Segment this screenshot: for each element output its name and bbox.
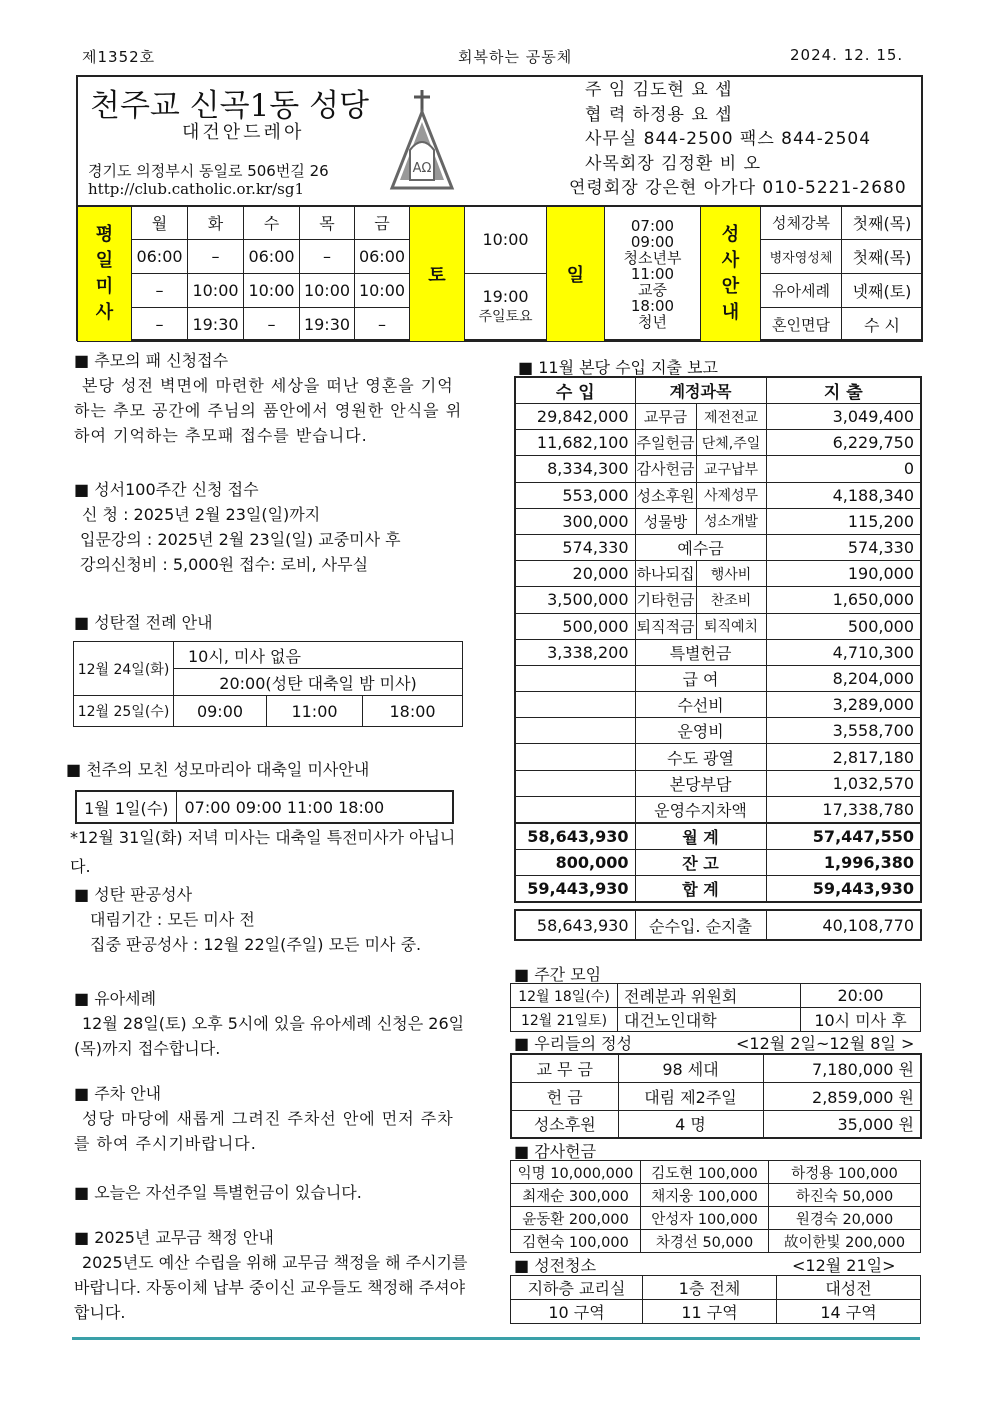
- saturday-time-1: 10:00: [465, 206, 547, 273]
- dues-title: ■ 2025년 교무금 책정 안내: [74, 1228, 274, 1247]
- finance-header-expense: 지 출: [766, 377, 921, 404]
- net-table: [514, 909, 922, 941]
- finance-income: 20,000: [515, 561, 635, 587]
- finance-row: [515, 639, 921, 665]
- mass-cell: 19:30: [188, 307, 244, 341]
- finance-income: [515, 692, 635, 718]
- finance-expense: 4,188,340: [766, 482, 921, 508]
- mass-cell: –: [188, 239, 244, 273]
- parish-name: 천주교 신곡1동 성당: [90, 88, 369, 124]
- thanks-donor: 하정용 100,000: [769, 1161, 921, 1184]
- sincerity-period: <12월 2일~12월 8일 >: [736, 1034, 915, 1053]
- mass-cell: –: [132, 307, 188, 341]
- motto: 회복하는 공동체: [458, 48, 573, 66]
- finance-expense: 500,000: [766, 613, 921, 639]
- sincerity-amount: 7,180,000 원: [763, 1054, 921, 1082]
- day-mon: 월: [132, 206, 188, 239]
- finance-income-account: 감사헌금: [635, 456, 696, 482]
- sacrament-name: 혼인면담: [761, 307, 842, 341]
- thanks-donor: 김현숙 100,000: [511, 1230, 641, 1253]
- finance-expense-account: 교구납부: [696, 456, 766, 482]
- finance-grand-total-income: 59,443,930: [515, 876, 635, 903]
- mary-day: 1월 1일(수): [76, 791, 176, 823]
- finance-month-total-label: 월 계: [635, 823, 766, 850]
- finance-row: [515, 430, 921, 456]
- staff-assistant: 협 력 하정용 요 셉: [585, 104, 733, 125]
- thanks-donor: 익명 10,000,000: [511, 1161, 641, 1184]
- issue-date: 2024. 12. 15.: [790, 46, 904, 64]
- finance-account: 급 여: [635, 665, 766, 691]
- mass-cell: –: [244, 307, 300, 341]
- footer-divider: [72, 1337, 920, 1340]
- finance-income: 300,000: [515, 508, 635, 534]
- finance-row: [515, 482, 921, 508]
- finance-row: [515, 770, 921, 796]
- thanks-row: [511, 1184, 921, 1207]
- finance-grand-total-expense: 59,443,930: [766, 876, 921, 903]
- thanks-row: [511, 1230, 921, 1253]
- finance-row: [515, 587, 921, 613]
- finance-income: [515, 744, 635, 770]
- svg-text:AΩ: AΩ: [412, 161, 432, 176]
- christmas-eve-date: 12월 24일(화): [74, 642, 174, 696]
- finance-account: 특별헌금: [635, 639, 766, 665]
- memorial-section: [74, 348, 470, 448]
- day-thu: 목: [300, 206, 355, 239]
- christmas-title: ■ 성탄절 전례 안내: [74, 613, 213, 632]
- staff-list: [569, 78, 907, 201]
- weekly-time: 20:00: [801, 984, 921, 1008]
- finance-title: ■ 11월 본당 수입 지출 보고: [518, 358, 719, 377]
- bible-section: [74, 477, 474, 577]
- finance-expense: 8,204,000: [766, 665, 921, 691]
- finance-expense: 1,650,000: [766, 587, 921, 613]
- finance-income-account: 성소후원: [635, 482, 696, 508]
- finance-income: 553,000: [515, 482, 635, 508]
- thanks-donor: 원경숙 20,000: [769, 1207, 921, 1230]
- mass-cell: 10:00: [188, 273, 244, 307]
- church-logo: [386, 88, 458, 192]
- finance-expense: 1,032,570: [766, 770, 921, 796]
- saturday-label: 토: [410, 206, 465, 341]
- finance-income: [515, 770, 635, 796]
- thanks-donor: 안성자 100,000: [641, 1207, 769, 1230]
- mass-cell: –: [355, 307, 410, 341]
- finance-expense: 3,049,400: [766, 404, 921, 430]
- weekly-event: 전례분과 위원회: [618, 984, 801, 1008]
- finance-account: 수도 광열: [635, 744, 766, 770]
- confession-title: ■ 성탄 판공성사: [74, 885, 193, 904]
- mass-cell: –: [300, 239, 355, 273]
- sincerity-type: 헌 금: [511, 1082, 618, 1110]
- christmas-table: [73, 641, 463, 727]
- staff-office: 사무실 844-2500 팩스 844-2504: [585, 129, 872, 149]
- finance-income-account: 기타헌금: [635, 587, 696, 613]
- mass-cell: 19:30: [300, 307, 355, 341]
- cleaning-table: [510, 1275, 921, 1324]
- finance-expense: 574,330: [766, 534, 921, 560]
- finance-account: 예수금: [635, 534, 766, 560]
- weekly-time: 10시 미사 후: [801, 1008, 921, 1032]
- mass-cell: 10:00: [355, 273, 410, 307]
- cleaning-date: <12월 21일>: [792, 1256, 896, 1275]
- bible-title: ■ 성서100주간 신청 접수: [74, 480, 259, 499]
- mass-cell: 06:00: [132, 239, 188, 273]
- cleaning-place: 1층 전체: [643, 1276, 777, 1300]
- finance-month-total: [515, 823, 921, 850]
- finance-row: [515, 692, 921, 718]
- finance-grand-total-label: 합 계: [635, 876, 766, 903]
- sacrament-name: 병자영성체: [761, 239, 842, 273]
- finance-expense: 6,229,750: [766, 430, 921, 456]
- finance-balance-expense: 1,996,380: [766, 849, 921, 876]
- net-income: 58,643,930: [515, 910, 635, 940]
- thanks-donor: 윤동환 200,000: [511, 1207, 641, 1230]
- finance-row: [515, 613, 921, 639]
- parish-patron: 대건안드레아: [182, 122, 305, 143]
- thanks-donor: 차경선 50,000: [641, 1230, 769, 1253]
- baptism-body: 12월 28일(토) 오후 5시에 있을 유아세례 신청은 26일(목)까지 접수합니다.: [74, 1014, 465, 1058]
- weekly-event: 대건노인대학: [618, 1008, 801, 1032]
- baptism-title: ■ 유아세례: [74, 989, 157, 1008]
- finance-row: [515, 718, 921, 744]
- mass-cell: 06:00: [355, 239, 410, 273]
- christmas-time: 18:00: [363, 696, 463, 727]
- finance-expense-account: 성소개발: [696, 508, 766, 534]
- finance-income: 500,000: [515, 613, 635, 639]
- thanks-title: ■ 감사헌금: [514, 1142, 597, 1161]
- sacrament-when: 첫째(목): [842, 206, 923, 239]
- mass-cell: –: [132, 273, 188, 307]
- staff-council: 사목회장 김정환 비 오: [585, 153, 762, 174]
- weekly-date: 12월 18일(수): [511, 984, 618, 1008]
- finance-income-account: 성물방: [635, 508, 696, 534]
- dues-body: 2025년도 예산 수립을 위해 교무금 책정을 해 주시기를 바랍니다. 자동이체 납부 중이신 교우들도 책정해 주셔야 합니다.: [74, 1253, 468, 1322]
- cleaning-title: ■ 성전청소: [514, 1256, 597, 1275]
- issue-number: 제1352호: [82, 48, 156, 66]
- finance-row: [515, 456, 921, 482]
- finance-account: 운영수지차액: [635, 796, 766, 822]
- day-wed: 수: [244, 206, 300, 239]
- mary-times: 07:00 09:00 11:00 18:00: [176, 791, 453, 823]
- finance-expense-account: 단체,주일: [696, 430, 766, 456]
- mary-note: *12월 31일(화) 저녁 미사는 대축일 특전미사가 아닙니다.: [70, 828, 456, 876]
- finance-month-total-income: 58,643,930: [515, 823, 635, 850]
- finance-header-income: 수 입: [515, 377, 635, 404]
- parish-url[interactable]: http://club.catholic.or.kr/sg1: [88, 180, 305, 198]
- finance-income: 29,842,000: [515, 404, 635, 430]
- thanks-donor: 김도현 100,000: [641, 1161, 769, 1184]
- staff-federation: 연령회장 강은현 아가다 010-5221-2680: [569, 178, 907, 198]
- sincerity-amount: 35,000 원: [763, 1110, 921, 1138]
- finance-expense-account: 행사비: [696, 561, 766, 587]
- sacrament-when: 첫째(목): [842, 239, 923, 273]
- saturday-time-2: 19:00 주일토요: [465, 273, 547, 341]
- sunday-times: 07:00 09:00 청소년부 11:00 교중 18:00 청년: [605, 206, 701, 341]
- parking-section: [74, 1081, 470, 1156]
- bible-fee: 강의신청비 : 5,000원 접수: 로비, 사무실: [80, 555, 369, 574]
- confession-line-1: 대림기간 : 모든 미사 전: [90, 910, 255, 929]
- christmas-time: 09:00: [174, 696, 267, 727]
- finance-expense-account: 퇴직예치: [696, 613, 766, 639]
- mass-schedule-table: [77, 205, 923, 342]
- finance-income: 3,500,000: [515, 587, 635, 613]
- finance-row: [515, 508, 921, 534]
- sincerity-type: 성소후원: [511, 1110, 618, 1138]
- sacrament-when: 수 시: [842, 307, 923, 341]
- finance-expense-account: 사제성무: [696, 482, 766, 508]
- finance-expense-account: 찬조비: [696, 587, 766, 613]
- finance-expense: 0: [766, 456, 921, 482]
- finance-account: 수선비: [635, 692, 766, 718]
- finance-row: [515, 404, 921, 430]
- parish-address: 경기도 의정부시 동일로 506번길 26: [88, 162, 329, 180]
- sacrament-label: 성 사 안 내: [701, 206, 761, 341]
- weekly-title: ■ 주간 모임: [514, 965, 602, 984]
- finance-expense-account: 제전전교: [696, 404, 766, 430]
- finance-expense: 4,710,300: [766, 639, 921, 665]
- sacrament-when: 넷째(토): [842, 273, 923, 307]
- finance-income: 11,682,100: [515, 430, 635, 456]
- confession-line-2: 집중 판공성사 : 12월 22일(주일) 모든 미사 중.: [90, 935, 422, 954]
- mass-cell: 10:00: [244, 273, 300, 307]
- sincerity-desc: 4 명: [618, 1110, 763, 1138]
- weekly-table: [510, 983, 921, 1032]
- finance-income: [515, 665, 635, 691]
- day-fri: 금: [355, 206, 410, 239]
- finance-grand-total: [515, 876, 921, 903]
- staff-pastor: 주 임 김도현 요 셉: [585, 80, 733, 100]
- sunday-label: 일: [547, 206, 605, 341]
- finance-income: [515, 796, 635, 822]
- baptism-section: [74, 986, 470, 1061]
- mass-cell: 10:00: [300, 273, 355, 307]
- finance-expense: 17,338,780: [766, 796, 921, 822]
- christmas-time: 11:00: [267, 696, 363, 727]
- sacrament-name: 유아세례: [761, 273, 842, 307]
- finance-expense: 115,200: [766, 508, 921, 534]
- finance-income: 574,330: [515, 534, 635, 560]
- finance-month-total-expense: 57,447,550: [766, 823, 921, 850]
- thanks-table: [510, 1160, 921, 1253]
- finance-row: [515, 796, 921, 822]
- finance-balance-label: 잔 고: [635, 849, 766, 876]
- memorial-title: ■ 추모의 패 신청접수: [74, 351, 229, 370]
- weekly-date: 12월 21일토): [511, 1008, 618, 1032]
- sincerity-title: ■ 우리들의 정성: [514, 1034, 633, 1053]
- finance-balance: [515, 849, 921, 876]
- finance-income-account: 주일헌금: [635, 430, 696, 456]
- finance-expense: 2,817,180: [766, 744, 921, 770]
- weekday-mass-label: 평 일 미 사: [78, 206, 132, 341]
- finance-expense: 3,558,700: [766, 718, 921, 744]
- mass-cell: 06:00: [244, 239, 300, 273]
- net-label: 순수입. 순지출: [635, 910, 766, 940]
- mary-table: [75, 790, 454, 824]
- finance-income-account: 교무금: [635, 404, 696, 430]
- cleaning-place: 대성전: [777, 1276, 921, 1300]
- finance-row: [515, 534, 921, 560]
- finance-income-account: 퇴직적금: [635, 613, 696, 639]
- thanks-donor: 하진숙 50,000: [769, 1184, 921, 1207]
- cleaning-area: 14 구역: [777, 1300, 921, 1324]
- parking-title: ■ 주차 안내: [74, 1084, 162, 1103]
- sincerity-type: 교 무 금: [511, 1054, 618, 1082]
- sacrament-name: 성체강복: [761, 206, 842, 239]
- net-expense: 40,108,770: [766, 910, 921, 940]
- finance-account: 운영비: [635, 718, 766, 744]
- finance-income: 8,334,300: [515, 456, 635, 482]
- finance-income: 3,338,200: [515, 639, 635, 665]
- special-collection-notice: ■ 오늘은 자선주일 특별헌금이 있습니다.: [74, 1183, 362, 1202]
- cleaning-area: 11 구역: [643, 1300, 777, 1324]
- finance-row: [515, 665, 921, 691]
- finance-expense: 3,289,000: [766, 692, 921, 718]
- christmas-eve-night: 20:00(성탄 대축일 밤 미사): [174, 669, 463, 696]
- bible-deadline: 신 청 : 2025년 2월 23일(일)까지: [82, 505, 321, 524]
- cleaning-area: 10 구역: [511, 1300, 643, 1324]
- thanks-donor: 故이한빛 200,000: [769, 1230, 921, 1253]
- confession-section: [74, 882, 474, 957]
- day-tue: 화: [188, 206, 244, 239]
- finance-income-account: 하나되집: [635, 561, 696, 587]
- thanks-donor: 최재순 300,000: [511, 1184, 641, 1207]
- sincerity-table: [510, 1053, 922, 1139]
- sincerity-amount: 2,859,000 원: [763, 1082, 921, 1110]
- memorial-body: 본당 성전 벽면에 마련한 세상을 떠난 영혼을 기억하는 추모 공간에 주님의 품안에서 영원한 안식을 위하여 기억하는 추모패 접수를 받습니다.: [74, 376, 463, 445]
- christmas-day-date: 12월 25일(수): [74, 696, 174, 727]
- bible-intro: 입문강의 : 2025년 2월 23일(일) 교중미사 후: [80, 530, 401, 549]
- mary-title: ■ 천주의 모친 성모마리아 대축일 미사안내: [66, 760, 370, 779]
- finance-account: 본당부담: [635, 770, 766, 796]
- finance-expense: 190,000: [766, 561, 921, 587]
- sincerity-desc: 98 세대: [618, 1054, 763, 1082]
- finance-row: [515, 744, 921, 770]
- thanks-donor: 채지웅 100,000: [641, 1184, 769, 1207]
- cleaning-place: 지하층 교리실: [511, 1276, 643, 1300]
- finance-income: [515, 718, 635, 744]
- christmas-eve-note: 10시, 미사 없음: [174, 642, 463, 669]
- finance-header-account: 계정과목: [635, 377, 766, 404]
- dues-section: [74, 1225, 470, 1325]
- finance-balance-income: 800,000: [515, 849, 635, 876]
- parking-body: 성당 마당에 새롭게 그려진 주차선 안에 먼저 주차를 하여 주시기바랍니다.: [74, 1109, 454, 1153]
- finance-table: [514, 376, 922, 903]
- finance-row: [515, 561, 921, 587]
- thanks-row: [511, 1161, 921, 1184]
- thanks-row: [511, 1207, 921, 1230]
- sincerity-desc: 대림 제2주일: [618, 1082, 763, 1110]
